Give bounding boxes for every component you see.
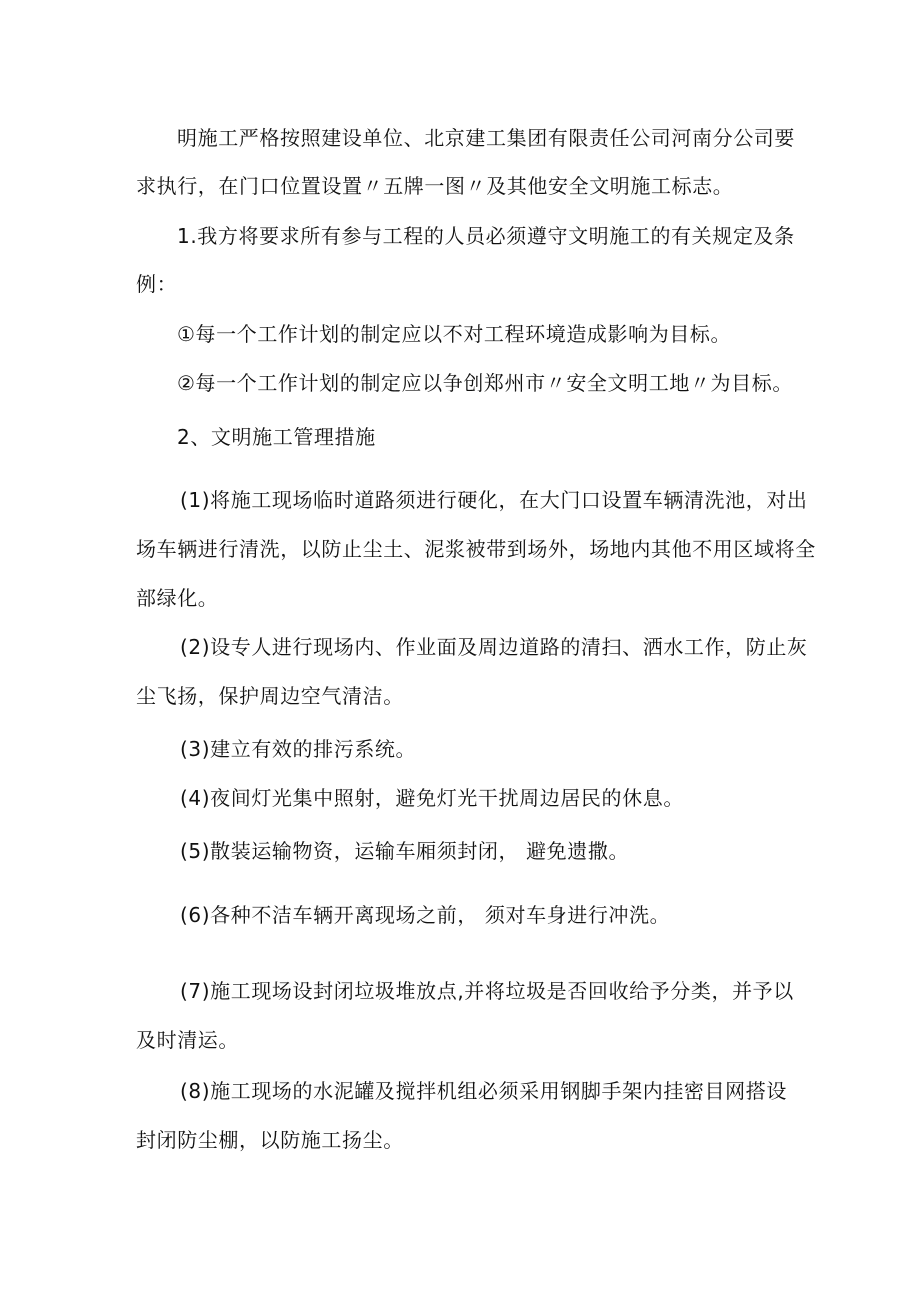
measure-item: 及时清运。 — [136, 1028, 239, 1052]
measure-item: (6)各种不洁车辆开离现场之前， 须对车身进行冲洗。 — [180, 903, 671, 927]
measure-item: (7)施工现场设封闭垃圾堆放点,并将垃圾是否回收给予分类，并予以 — [180, 979, 794, 1003]
measure-item: 部绿化。 — [136, 586, 219, 610]
measure-item: (5)散装运输物资，运输车厢须封闭， 避免遗撒。 — [180, 839, 630, 863]
measure-item: (8)施工现场的水泥罐及搅拌机组必须采用钢脚手架内挂密目网搭设 — [180, 1079, 787, 1103]
paragraph-line: 1.我方将要求所有参与工程的人员必须遵守文明施工的有关规定及条 — [177, 224, 795, 248]
paragraph-line: 求执行，在门口位置设置〃五牌一图〃及其他安全文明施工标志。 — [136, 174, 734, 198]
section-heading: 2、文明施工管理措施 — [177, 425, 376, 449]
paragraph-line: 明施工严格按照建设单位、北京建工集团有限责任公司河南分公司要 — [177, 126, 795, 150]
measure-item: 封闭防尘棚，以防施工扬尘。 — [136, 1128, 404, 1152]
measure-item: (4)夜间灯光集中照射，避免灯光干扰周边居民的休息。 — [180, 786, 684, 810]
list-item: ②每一个工作计划的制定应以争创郑州市〃安全文明工地〃为目标。 — [177, 371, 793, 395]
measure-item: (3)建立有效的排污系统。 — [180, 737, 417, 761]
measure-item: 场车辆进行清洗，以防止尘土、泥浆被带到场外，场地内其他不用区域将全 — [136, 537, 816, 561]
measure-item: (2)设专人进行现场内、作业面及周边道路的清扫、洒水工作，防止灰 — [180, 635, 808, 659]
measure-item: 尘飞扬，保护周边空气清洁。 — [136, 684, 404, 708]
measure-item: (1)将施工现场临时道路须进行硬化，在大门口设置车辆清洗池，对出 — [180, 488, 808, 512]
list-item: ①每一个工作计划的制定应以不对工程环境造成影响为目标。 — [177, 322, 732, 346]
paragraph-line: 例： — [136, 272, 178, 296]
